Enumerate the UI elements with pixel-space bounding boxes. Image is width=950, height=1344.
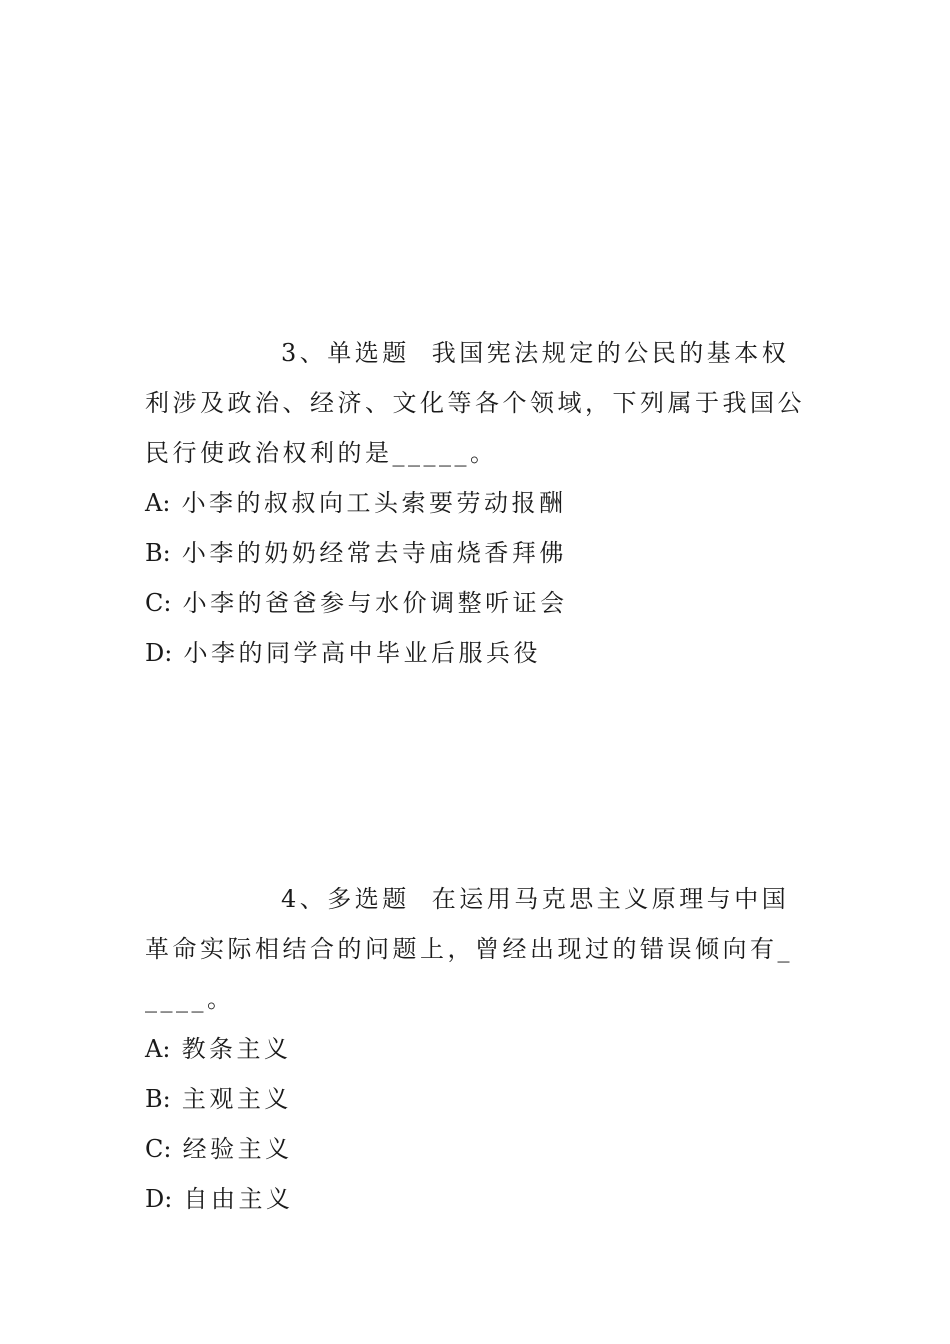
option-letter: A: <box>145 489 171 517</box>
question-stem <box>145 874 807 1024</box>
question-number: 4、 <box>281 885 328 913</box>
question-stem <box>145 328 807 478</box>
option-b <box>145 528 807 578</box>
question-text: 我国宪法规定的公民的基本权利涉及政治、经济、文化等各个领域，下列属于我国公民行使政治权利的是_____。 <box>145 339 805 467</box>
option-list <box>145 1024 807 1224</box>
option-a <box>145 478 807 528</box>
option-c <box>145 1124 807 1174</box>
option-b <box>145 1074 807 1124</box>
option-list <box>145 478 807 678</box>
option-d <box>145 628 807 678</box>
option-a <box>145 1024 807 1074</box>
question-text: 在运用马克思主义原理与中国革命实际相结合的问题上，曾经出现过的错误倾向有_____。 <box>145 885 793 1013</box>
option-text: 自由主义 <box>183 1185 294 1213</box>
option-letter: B: <box>145 1085 171 1113</box>
option-c <box>145 578 807 628</box>
question-3 <box>145 328 807 678</box>
option-letter: B: <box>145 539 171 567</box>
option-text: 小李的叔叔向工头索要劳动报酬 <box>181 489 567 517</box>
option-text: 小李的奶奶经常去寺庙烧香拜佛 <box>181 539 567 567</box>
option-text: 主观主义 <box>181 1085 292 1113</box>
option-letter: C: <box>145 589 172 617</box>
question-4 <box>145 874 807 1224</box>
option-text: 小李的同学高中毕业后服兵役 <box>183 639 541 667</box>
question-type: 多选题 <box>327 885 410 913</box>
option-text: 教条主义 <box>181 1035 292 1063</box>
question-type: 单选题 <box>327 339 410 367</box>
question-number: 3、 <box>281 339 328 367</box>
option-text: 经验主义 <box>182 1135 293 1163</box>
option-d <box>145 1174 807 1224</box>
option-text: 小李的爸爸参与水价调整听证会 <box>182 589 568 617</box>
option-letter: D: <box>145 639 173 667</box>
option-letter: A: <box>145 1035 171 1063</box>
option-letter: C: <box>145 1135 172 1163</box>
option-letter: D: <box>145 1185 173 1213</box>
